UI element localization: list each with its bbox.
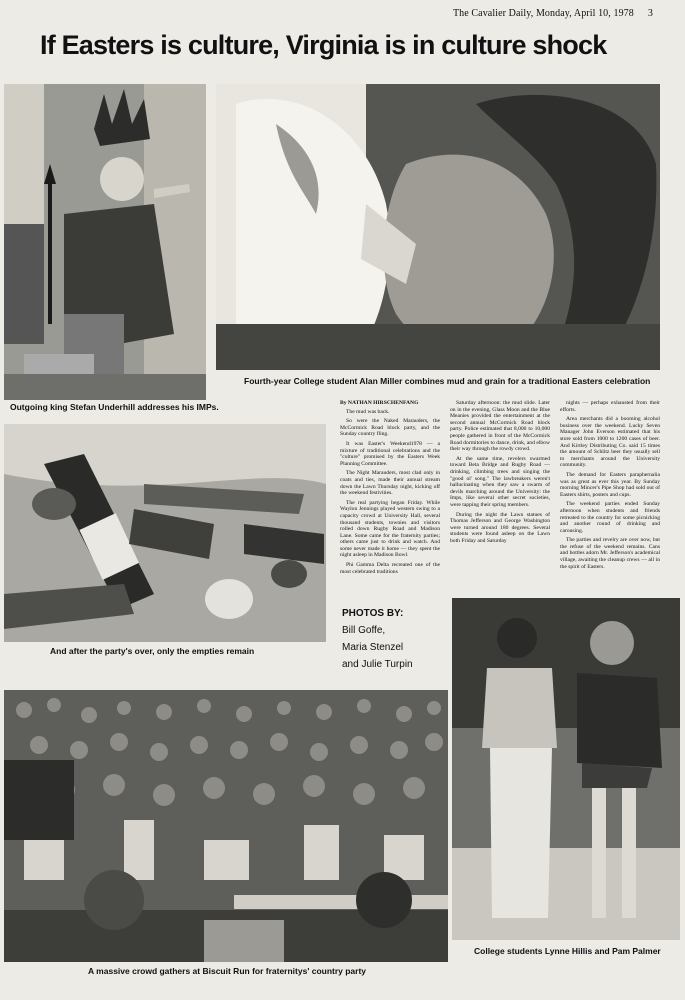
crowd-photo-art bbox=[4, 690, 448, 962]
caption-crowd: A massive crowd gathers at Biscuit Run for fraternitys' country party bbox=[88, 966, 367, 976]
photo-king bbox=[4, 84, 206, 400]
photo-credits-heading: PHOTOS BY: bbox=[342, 608, 404, 619]
caption-drinker: Fourth-year College student Alan Miller combines mud and grain for a traditional Easters celebration bbox=[244, 376, 651, 386]
paragraph: The Night Marauders, most clad only in coats and ties, made their annual stream down the Lawn Thursday night, kicking off the weekend festivities. bbox=[340, 470, 440, 497]
paragraph: Phi Gamma Delta recreated one of the most celebrated traditions bbox=[340, 562, 440, 575]
king-photo-art bbox=[4, 84, 206, 400]
paragraph: The mud was back. bbox=[346, 408, 390, 415]
photo-credit-name: Bill Goffe, bbox=[342, 625, 386, 636]
empties-photo-art bbox=[4, 424, 326, 642]
headline: If Easters is culture, Virginia is in culture shock bbox=[40, 30, 607, 60]
page-number: 3 bbox=[647, 8, 653, 19]
article-column-3 bbox=[560, 400, 660, 590]
paragraph: So were the Naked Marauders, the McCormick Road block party, and the Sunday country fling. bbox=[340, 418, 440, 438]
paragraph: It was Easter's Weekend1978 — a mixture of traditional celebrations and the "culture" promised by the Easters Week Planning Committee. bbox=[340, 440, 440, 467]
byline: By NATHAN HIRSCHENFANG bbox=[340, 400, 419, 406]
paragraph: The real partying began Friday. While Waylon Jennings played western swing to a capacity crowd at University Hall, several thousand students, townies and visitors rolled down Rugby Road and Madison Lane. Some came for the fraternity parties; others came just to drink and watch. And some never made it home — they spent the night asleep in Madison Bowl. bbox=[340, 499, 440, 559]
paragraph: Saturday afternoon: the mud slide. Later on in the evening, Glass Moon and the Blue Meanies provided the entertainment at the second annual McCormick Road block party. Police estimated that 8,000 to 10,000 people gathered in front of the McCormick Road dormitories to dance, drink, and elbow their way through the rowdy crowd. bbox=[450, 400, 550, 453]
paragraph: Area merchants did a booming alcohol business over the weekend. Lucky Seven Manager John Everson estimated that his store sold from 1000 to 1200 cases of beer. And Kirtley Distributing Co. said 15 times the amount of Schlitz beer they usually sell to merchants around the University community. bbox=[560, 416, 660, 469]
caption-empties: And after the party's over, only the empties remain bbox=[50, 646, 255, 656]
paragraph: The demand for Easters paraphernalia was as great as ever this year. By Sunday morning Mincer's Pipe Shop had sold out of Easters shirts, posters and cups. bbox=[560, 471, 660, 498]
photo-crowd bbox=[4, 690, 448, 962]
photo-drinker bbox=[216, 84, 660, 370]
photo-credit-name: Maria Stenzel bbox=[342, 642, 404, 653]
paragraph: The parties and revelry are over now, but the refuse of the weekend remains. Cans and bottles adorn Mr. Jefferson's academical village, awaiting the cleanup crews — all in the spirit of Easters. bbox=[560, 537, 660, 570]
article-body bbox=[340, 400, 660, 590]
photo-empties bbox=[4, 424, 326, 642]
article-column-1 bbox=[340, 400, 440, 590]
article-column-2 bbox=[450, 400, 550, 590]
paragraph: At the same time, revelers swarmed toward Beta Bridge and Rugby Road — drinking, climbing trees and singing the "good ol' song." The lawbreakers weren't hallucinating when they saw a swarm of devils marching around the University: the Imps, like several other secret societies, were tapping their spring members. bbox=[450, 455, 550, 508]
paragraph: The weekend parties ended Sunday afternoon when students and friends retreated to the country for some picnicking and another round of drinking and carousing. bbox=[560, 501, 660, 534]
drinker-photo-art bbox=[216, 84, 660, 370]
caption-students: College students Lynne Hillis and Pam Palmer bbox=[474, 946, 661, 956]
photo-credits bbox=[342, 605, 452, 673]
paragraph: nights — perhaps exhausted from their efforts. bbox=[560, 400, 660, 413]
photo-credit-name: and Julie Turpin bbox=[342, 659, 413, 670]
masthead bbox=[453, 8, 653, 19]
photo-students bbox=[452, 598, 680, 940]
paragraph: During the night the Lawn statues of Thomas Jefferson and George Washington were turned around 180 degrees. Several students were found asleep on the Lawn both Friday and Saturday bbox=[450, 511, 550, 544]
masthead-paper: The Cavalier Daily, Monday, April 10, 1978 bbox=[452, 8, 634, 19]
students-photo-art bbox=[452, 598, 680, 940]
caption-king: Outgoing king Stefan Underhill addresses his IMPs. bbox=[10, 402, 219, 412]
